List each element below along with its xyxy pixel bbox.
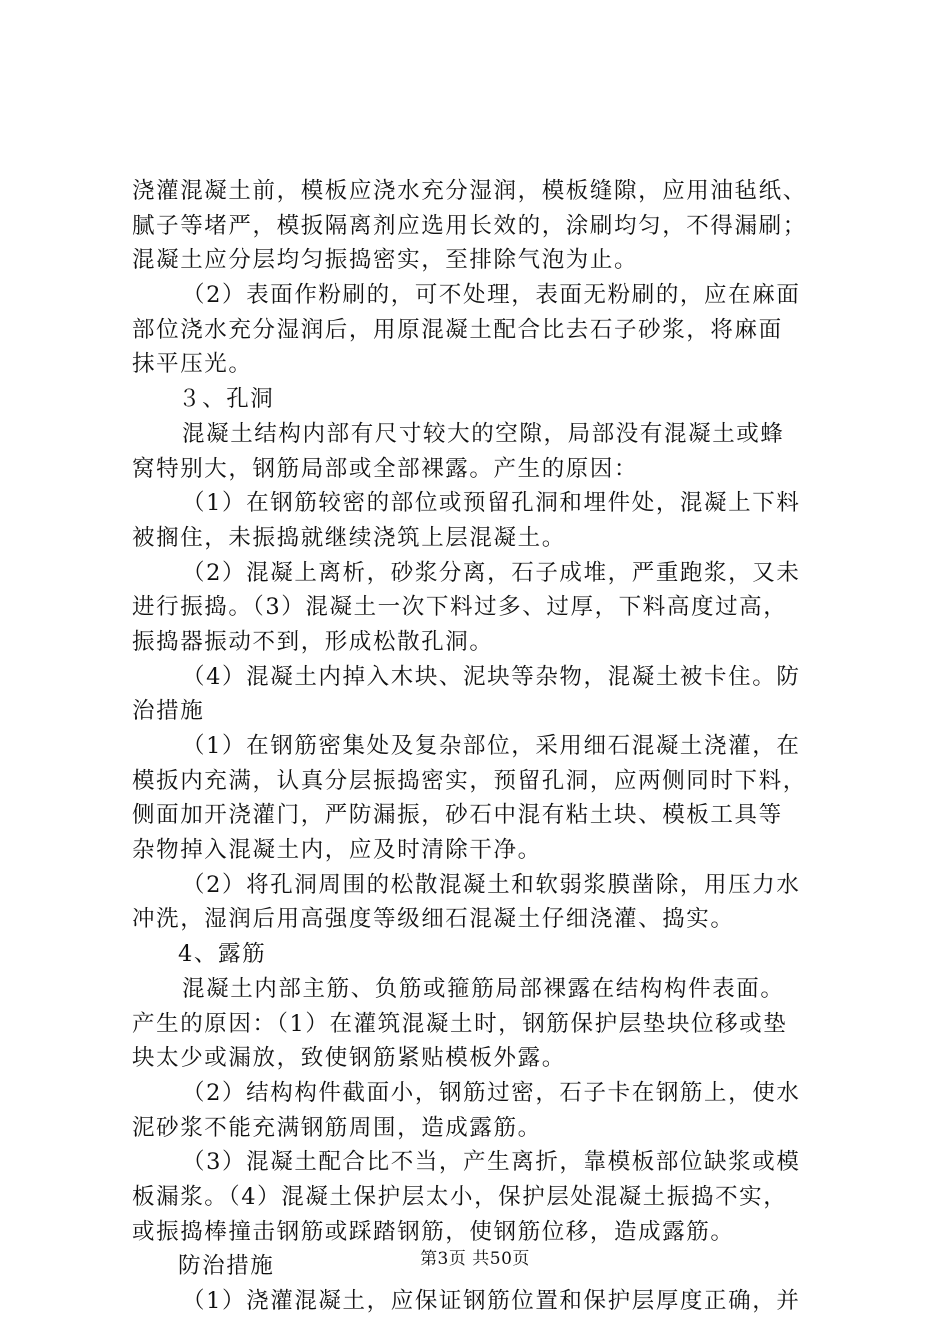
text-line: 腻子等堵严，模扳隔离剂应选用长效的，涂刷均匀，不得漏刷； (132, 212, 807, 239)
text-line: 窝特别大，钢筋局部或全部裸露。产生的原因： (132, 455, 639, 482)
text-line: 防治措施 (178, 1253, 275, 1280)
text-line: （2）结构构件截面小，钢筋过密，石子卡在钢筋上，使水 (182, 1079, 801, 1106)
text-line: （4）混凝土内掉入木块、泥块等杂物，混凝土被卡住。防 (182, 663, 801, 690)
text-line: 冲洗，湿润后用高强度等级细石混凝土仔细浇灌、捣实。 (132, 906, 735, 933)
text-line: 混凝土应分层均匀振捣密实，至排除气泡为止。 (132, 247, 639, 274)
text-line: （2）将孔洞周围的松散混凝土和软弱浆膜凿除，用压力水 (182, 871, 801, 898)
text-line: 进行振捣。（3）混凝土一次下料过多、过厚，下料高度过高， (132, 594, 788, 621)
text-line: （3）混凝土配合比不当，产生离折，靠模板部位缺浆或模 (182, 1149, 801, 1176)
page-footer: 第3页 共50页 (420, 1249, 530, 1269)
text-line: （1）浇灌混凝土，应保证钢筋位置和保护层厚度正确，并 (182, 1288, 801, 1314)
text-line: 振捣器振动不到，形成松散孔洞。 (132, 628, 494, 655)
text-line: （1）在钢筋较密的部位或预留孔洞和埋件处，混凝上下料 (182, 490, 801, 517)
text-line: 泥砂浆不能充满钢筋周围，造成露筋。 (132, 1114, 542, 1141)
text-line: ３、孔洞 (178, 386, 275, 413)
text-line: （1）在钢筋密集处及复杂部位，采用细石混凝土浇灌，在 (182, 733, 801, 759)
text-line: 板漏浆。（4）混凝土保护层太小，保护层处混凝土振捣不实， (132, 1183, 788, 1210)
text-line: 块太少或漏放，致使钢筋紧贴模板外露。 (132, 1045, 566, 1072)
text-line: 部位浇水充分湿润后，用原混凝土配合比去石子砂浆，将麻面 (132, 316, 783, 343)
text-line: （2）表面作粉刷的，可不处理，表面无粉刷的，应在麻面 (182, 282, 801, 309)
text-line: 混凝土内部主筋、负筋或箍筋局部裸露在结构构件表面。 (182, 975, 785, 1002)
text-line: 浇灌混凝土前，模板应浇水充分湿润，模板缝隙，应用油毡纸、 (132, 178, 807, 204)
text-line: 被搁住，未振捣就继续浇筑上层混凝土。 (132, 524, 566, 551)
text-line: 抹平压光。 (132, 351, 253, 378)
text-line: 侧面加开浇灌门，严防漏振，砂石中混有粘土块、模板工具等 (132, 802, 783, 829)
text-line: 模扳内充满，认真分层振捣密实，预留孔洞，应两侧同时下料， (132, 767, 807, 794)
text-line: 4、露筋 (178, 941, 267, 968)
text-line: （2）混凝上离析，砂浆分离，石子成堆，严重跑浆，又未 (182, 559, 801, 586)
text-line: 杂物掉入混凝土内，应及时清除干净。 (132, 837, 542, 864)
text-line: 或振捣棒撞击钢筋或踩踏钢筋，使钢筋位移，造成露筋。 (132, 1218, 735, 1245)
text-line: 产生的原因：（1）在灌筑混凝土时，钢筋保护层垫块位移或垫 (132, 1010, 788, 1037)
text-line: 治措施 (132, 698, 205, 725)
text-line: 混凝土结构内部有尺寸较大的空隙，局部没有混凝土或蜂 (182, 420, 785, 447)
body-text (132, 174, 832, 1319)
